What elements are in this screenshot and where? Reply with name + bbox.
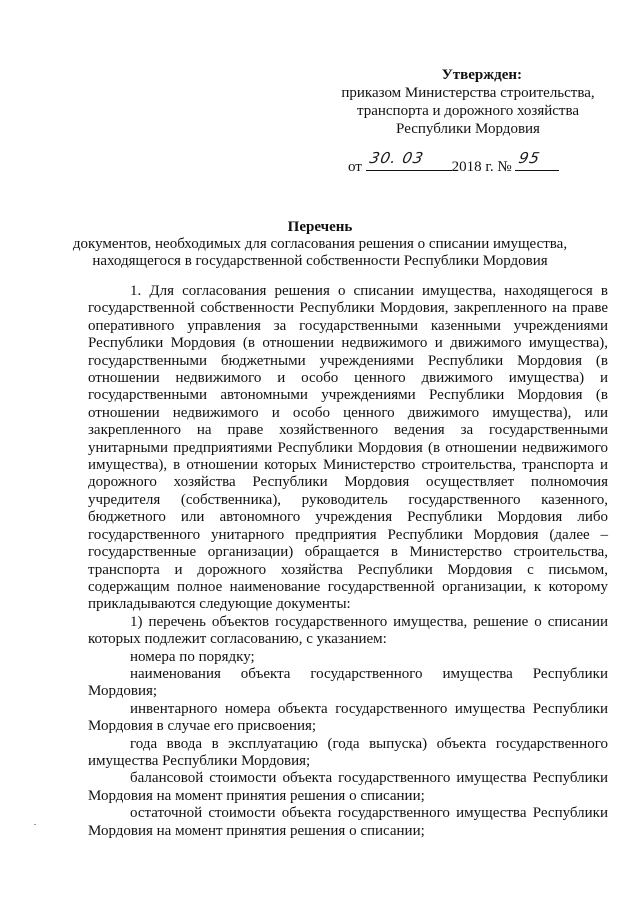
document-title-block <box>40 219 600 270</box>
document-body <box>88 283 608 840</box>
paragraph-commission-year: года ввода в эксплуатацию (года выпуска) объекта государственного имущества Республики Мордовия; <box>88 735 608 769</box>
order-date-number-line <box>348 149 559 176</box>
scan-speck <box>34 824 36 825</box>
paragraph-object-name: наименования объекта государственного имущества Республики Мордовия; <box>88 665 608 700</box>
document-title: Перечень <box>287 219 353 235</box>
document-subtitle-line-2: находящегося в государственной собственности Республики Мордовия <box>92 253 548 269</box>
approval-line-1: приказом Министерства строительства, <box>341 85 595 101</box>
approval-line-3: Республики Мордовия <box>396 121 540 137</box>
order-date-handwritten: 30. 03 <box>367 149 426 167</box>
paragraph-row-number: номера по порядку; <box>130 648 255 665</box>
order-year-text: 2018 г. № <box>451 159 512 175</box>
paragraph-item-1: 1) перечень объектов государственного имущества, решение о списании которых подлежит согласованию, с указанием: <box>88 613 608 648</box>
order-number-handwritten: 95 <box>517 149 543 167</box>
paragraph-inventory-number: инвентарного номера объекта государственного имущества Республики Мордовия в случае его присвоения; <box>88 700 608 735</box>
paragraph-book-value: балансовой стоимости объекта государственного имущества Республики Мордовия на момент принятия решения о списании; <box>88 770 608 804</box>
order-number-blank <box>515 149 559 171</box>
document-subtitle-line-1: документов, необходимых для согласования решения о списании имущества, <box>72 236 568 252</box>
paragraph-residual-value: остаточной стоимости объекта государственного имущества Республики Мордовия на момент принятия решения о списании; <box>88 805 608 839</box>
order-date-blank <box>366 149 452 171</box>
approved-heading: Утвержден: <box>441 67 522 83</box>
order-prefix: от <box>348 159 362 175</box>
approval-line-2: транспорта и дорожного хозяйства <box>356 103 580 119</box>
paragraph-1: 1. Для согласования решения о списании имущества, находящегося в государственной собственности Республики Мордовия, закрепленного на праве оперативного управления за государственными казенными учреждениями Республики Мордовия (в отношении недвижимого и движимого имущества), государственными бюджетными учреждениями Республики Мордовия (в отношении недвижимого и особо ценного движимого имущества) и государственными автономными учреждениями Республики Мордовия (в отношении недвижимого и особо ценного движимого имущества), или закрепленного на праве хозяйственного ведения за государственными унитарными предприятиями Республики Мордовия (в отношении недвижимого имущества), в отношении которых Министерство строительства, транспорта и дорожного хозяйства Республики Мордовия осуществляет полномочия учредителя (собственника), руководитель государственного казенного, бюджетного или автономного учреждения Республики Мордовия либо государственного унитарного предприятия Республики Мордовия (далее – государственные организации) обращается в Министерство строительства, транспорта и дорожного хозяйства Республики Мордовия с письмом, содержащим полное наименование государственной организации, к которому прикладываются следующие документы: <box>88 283 608 613</box>
approval-block <box>318 66 618 138</box>
